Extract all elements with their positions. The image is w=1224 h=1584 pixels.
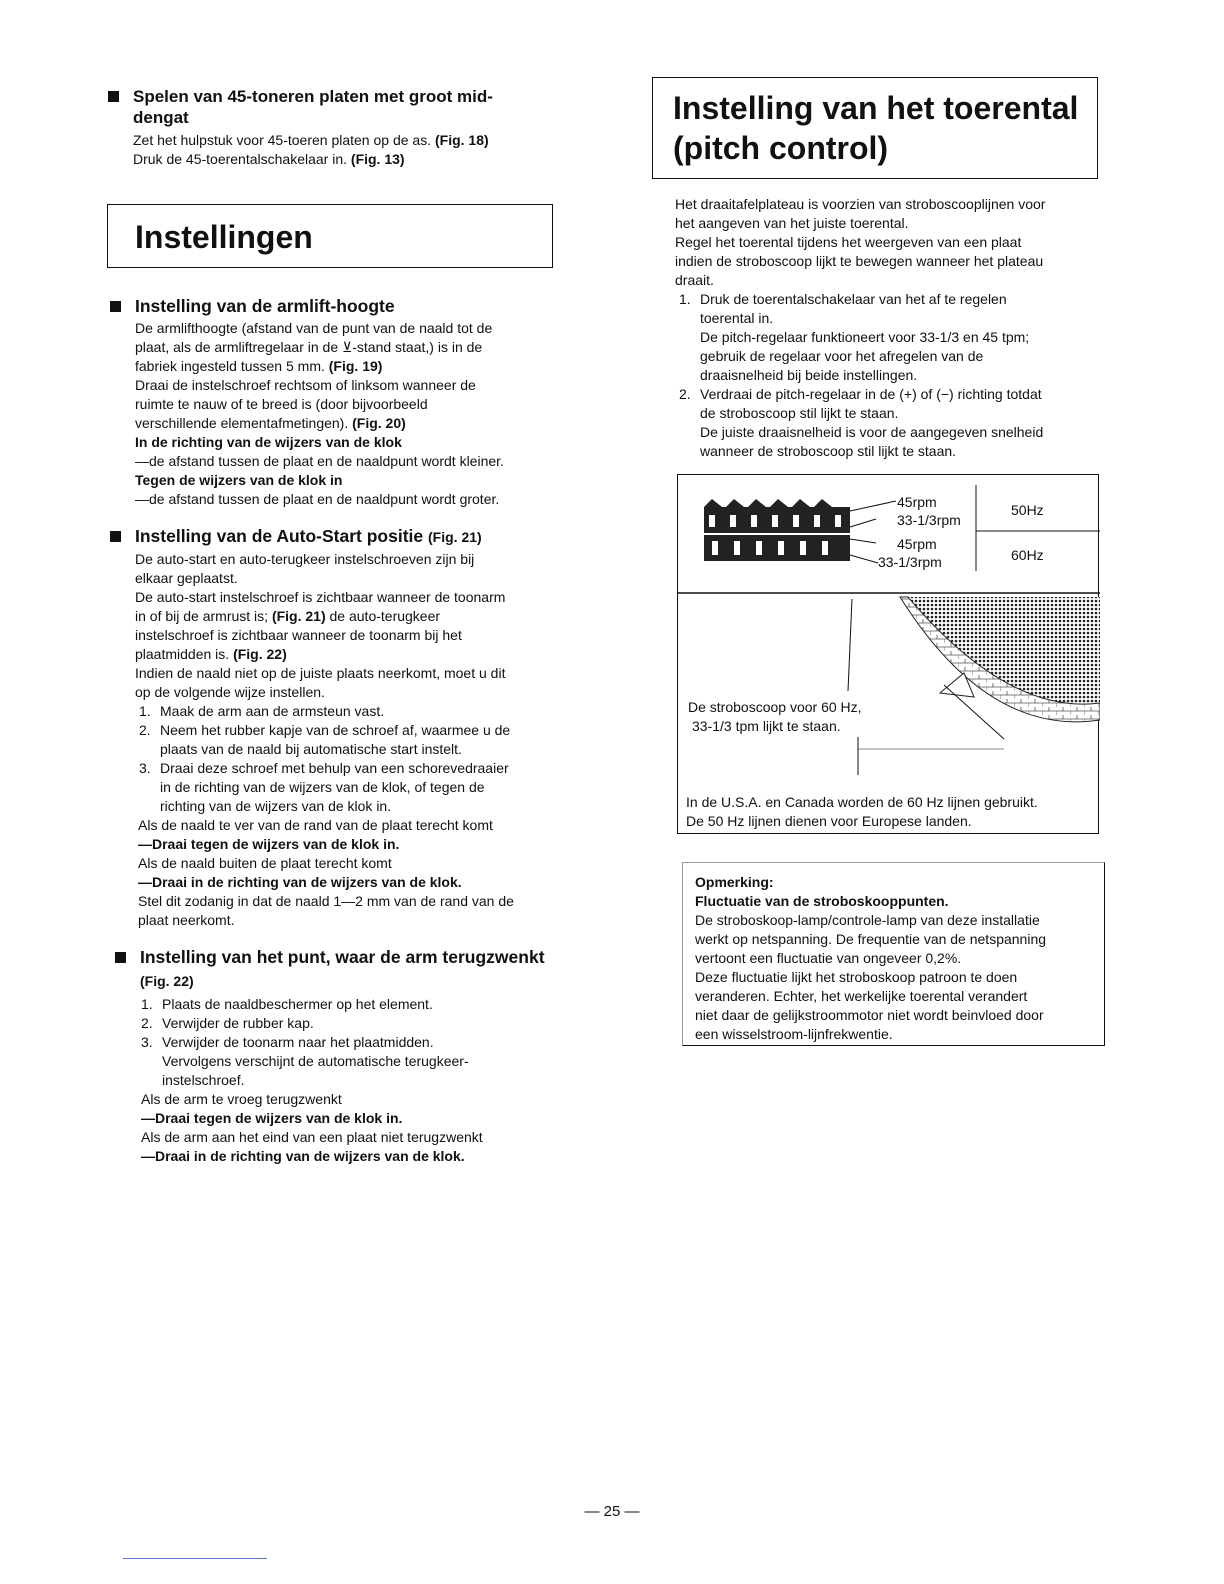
section-armlift (110, 296, 566, 509)
paragraph: De armlifthoogte (afstand van de punt van de naald tot de plaat, als de armliftregelaar in de ⊻-stand staat,) is in de fabriek ingesteld tussen 5 mm. (Fig. 19) Draai de instelschroef rechtsom of linksom wanneer de ruimte te nauw of te breed is (door bijvoorbeeld verschillende elementafmetingen). (Fig. 20) In de richting van de wijzers van de klok —de afstand tussen de plaat en de naaldpunt wordt kleiner. Tegen de wijzers van de klok in —de afstand tussen de plaat en de naaldpunt wordt groter. (135, 320, 504, 507)
list-item: 1. Plaats de naaldbeschermer op het element. (141, 996, 433, 1012)
bullet-icon (110, 301, 121, 312)
left-column-body (110, 296, 566, 1166)
paragraph: Het draaitafelplateau is voorzien van stroboscooplijnen voor het aangeven van het juiste toerental. Regel het toerental tijdens het weergeven van een plaat indien de stroboscoop lijkt te bewegen wanneer het plateau draait. (675, 196, 1046, 288)
heading-instellingen: Instellingen (107, 204, 553, 268)
heading-pitch-control: Instelling van het toerental (pitch control) (652, 77, 1098, 179)
footer-rule (123, 1558, 267, 1559)
bullet-icon (110, 531, 121, 542)
label-33rpm-60hz: 33-1/3rpm (878, 554, 942, 570)
strobe-diagram (678, 475, 1100, 835)
section-title: Instelling van het punt, waar de arm terugzwenkt (110, 947, 566, 968)
label-33rpm-50hz: 33-1/3rpm (897, 512, 961, 528)
page-number: — 25 — (584, 1503, 640, 1520)
list-item: 3. Verwijder de toonarm naar het plaatmidden. Vervolgens verschijnt de automatische terugkeer- instelschroef. (141, 1034, 469, 1088)
remark-text: Opmerking: Fluctuatie van de stroboskooppunten. De stroboskoop-lamp/controle-lamp van deze installatie werkt op netspanning. De frequentie van de netspanning vertoont een fluctuatie van ongeveer 0,2%. Deze fluctuatie lijkt het stroboskoop patroon te doen veranderen. Echter, het werkelijke toerental verandert niet daar de gelijkstroommotor niet wordt beinvloed door een wisselstroom-lijnfrekwentie. (695, 874, 1047, 1042)
label-45rpm-50hz: 45rpm (897, 494, 937, 510)
list-item: 1. Maak de arm aan de armsteun vast. (139, 703, 385, 719)
strobe-bars-icon (704, 499, 850, 561)
figure-note: In de U.S.A. en Canada worden de 60 Hz lijnen gebruikt. De 50 Hz lijnen dienen voor Europese landen. (686, 794, 1038, 829)
paragraph: Zet het hulpstuk voor 45-toeren platen op de as. (Fig. 18) Druk de 45-toerentalschakelaar in. (Fig. 13) (133, 132, 489, 167)
figure-ref: (Fig. 22) (140, 973, 194, 989)
section-title: Instelling van de Auto-Start positie (Fig. 21) (110, 526, 566, 548)
numbered-list (675, 290, 1097, 461)
section-45-records (108, 86, 563, 169)
label-50hz: 50Hz (1011, 502, 1044, 518)
numbered-list (110, 995, 566, 1090)
list-item: 2. Verwijder de rubber kap. (141, 1015, 314, 1031)
section-title: Spelen van 45-toneren platen met groot mid- dengat (108, 86, 563, 128)
numbered-list (110, 702, 566, 816)
list-item: 1. Druk de toerentalschakelaar van het af te regelen toerental in. De pitch-regelaar funktioneert voor 33-1/3 en 45 tpm; gebruik de regelaar voor het afregelen van de draaisnelheid bij beide instellingen. (679, 291, 1030, 383)
figure-caption: De stroboscoop voor 60 Hz, 33-1/3 tpm lijkt te staan. (688, 699, 862, 734)
strobe-figure (677, 474, 1099, 834)
label-45rpm-60hz: 45rpm (897, 536, 937, 552)
paragraph: Als de naald te ver van de rand van de plaat terecht komt —Draai tegen de wijzers van de klok in. Als de naald buiten de plaat terecht komt —Draai in de richting van de wijzers van de klok. Stel dit zodanig in dat de naald 1—2 mm van de rand van de plaat neerkomt. (138, 817, 514, 928)
list-item: 2. Verdraai de pitch-regelaar in de (+) of (−) richting totdat de stroboscoop stil lijkt te staan. De juiste draaisnelheid is voor de aangegeven snelheid wanneer de stroboscoop stil lijkt te staan. (679, 386, 1044, 459)
left-column (108, 86, 563, 169)
remark-box (682, 862, 1105, 1046)
section-return-point (110, 947, 566, 1166)
section-title: Instelling van de armlift-hoogte (110, 296, 566, 317)
paragraph: Als de arm te vroeg terugzwenkt —Draai tegen de wijzers van de klok in. Als de arm aan het eind van een plaat niet terugzwenkt —Draai in de richting van de wijzers van de klok. (141, 1091, 483, 1164)
list-item: 3. Draai deze schroef met behulp van een schorevedraaier in de richting van de wijzers van de klok, of tegen de richting van de wijzers van de klok in. (139, 760, 509, 814)
list-item: 2. Neem het rubber kapje van de schroef af, waarmee u de plaats van de naald bij automatische start instelt. (139, 722, 511, 757)
label-60hz: 60Hz (1011, 547, 1044, 563)
platter-icon (900, 597, 1100, 722)
section-auto-start (110, 526, 566, 930)
bullet-icon (108, 91, 119, 102)
bullet-icon (115, 952, 126, 963)
pitch-intro (675, 195, 1097, 461)
paragraph: De auto-start en auto-terugkeer instelschroeven zijn bij elkaar geplaatst. De auto-start instelschroef is zichtbaar wanneer de toonarm in of bij de armrust is; (Fig. 21) de auto-terugkeer instelschroef is zichtbaar wanneer de toonarm bij het plaatmidden is. (Fig. 22) Indien de naald niet op de juiste plaats neerkomt, moet u dit op de volgende wijze instellen. (135, 551, 506, 700)
